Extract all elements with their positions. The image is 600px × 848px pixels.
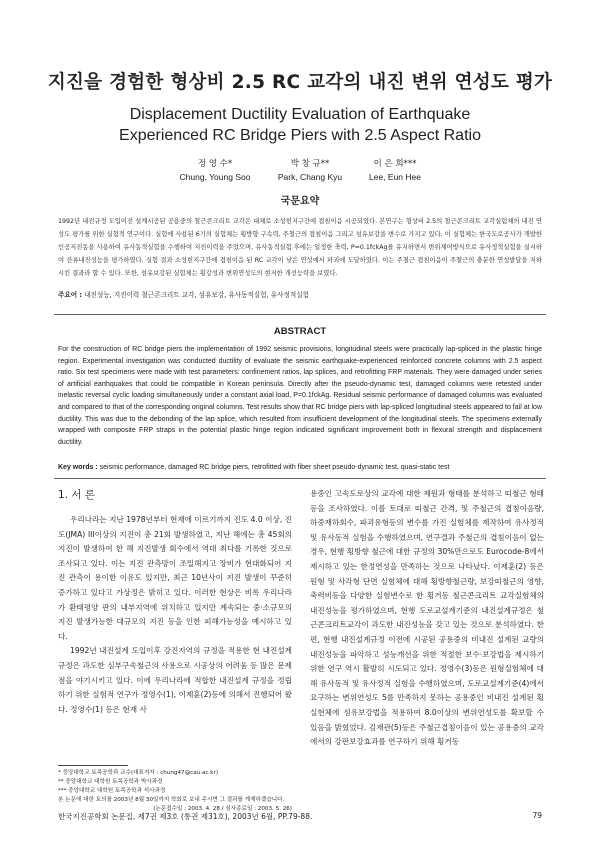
- english-keywords-list: seismic performance, damaged RC bridge piers, retrofitted with fiber sheet pseudo-dynamic test, quasi-static test: [99, 464, 450, 471]
- footnote-1: * 중앙대학교 토목공학과 교수(대표저자 : chung47@cau.ac.kr): [58, 770, 219, 776]
- section-1-paragraph-1: 우리나라는 지난 1978년부터 현재에 이르기까지 진도 4.0 이상, 진도(JMA) III이상의 지진이 총 21회 발생하였고, 지난 해에는 총 45회의 지진이 발생하여 한 해 지진발생 회수에서 역대 최다를 기록한 것으로 조사되고 있다. 이는 지진 관측망이 조밀해지고 장비가 현대화되어 지진 관측이 용이한 이유도 있지만, 최근 10년사이 지진 발생이 꾸준히 증가하고 있다고 가상정은 밝히고 있다. 이러한 현상은 비록 우리나라가 환태평양 판의 내부지역에 위치하고 있지만 계속되는 중·소규모의 지진 발생가능한 대규모의 지진 등을 인한 피해가능성을 예시하고 있다.: [58, 515, 292, 641]
- paper-title-korean: 지진을 경험한 형상비 2.5 RC 교각의 내진 변위 연성도 평가: [47, 72, 553, 93]
- english-keywords-label: Key words :: [58, 464, 98, 471]
- divider-bottom: [54, 478, 546, 479]
- author-3-korean-name: 이 은 희***: [373, 159, 417, 169]
- footnote-rule: [58, 765, 128, 766]
- korean-keywords-list: 내진성능, 지진이력 철근콘크리트 교각, 섬유보강, 유사동적실험, 유사정적실험: [84, 291, 309, 299]
- author-3: [350, 157, 440, 182]
- author-1-english-name: Chung, Young Soo: [179, 172, 251, 182]
- section-1-left-column: [58, 513, 292, 717]
- section-1-heading: 1. 서 론: [58, 489, 95, 501]
- footnote-4: 본 논문에 대한 토의를 2003년 8월 30일까지 학회로 보내 주시면 그 결과를 게재하겠습니다.: [58, 797, 285, 803]
- english-abstract-text: For the construction of RC bridge piers the implementation of 1992 seismic provisions, longitudinal steels were practically lap-spliced in the plastic hinge region. Experimental investigation was conducted ductility of evaluate the seismic earthquake-experienced reinforced concrete columns with 2.5 aspect ratio. Six test specimens were made with test parameters: confinement ratios, lap splices, and retrofitting FRP materials. They were damaged under series of artificial earthquakes that could be compatible in Korean peninsula. Directly after the pseudo-dynamic test, damaged columns were retested under inelastic reversal cyclic loading simultaneously under a constant axial load, P=0.1fckAg. Residual seismic performance of damaged columns was evaluated and compared to that of the corresponding original columns. Test results show that RC bridge piers with lap-spliced longitudinal steels appeared to fail at low ductility. This was due to the debonding of the lap splice, which resulted from insufficient development of the longitudinal steels. The specimens externally wrapped with composite FRP straps in the potential plastic hinge region indicated significant improvement both in flexural strength and displacement ductility.: [58, 346, 542, 446]
- korean-keywords-label: 주요어 :: [58, 291, 83, 299]
- section-1-right-column: 용중인 고속도로상의 교각에 대한 제원과 형태를 분석하고 띠철근 형태등을 조사하였다. 이를 토대로 띠철근 간격, 및 주철근의 겹침이음량, 하중재하회수, 파괴유형등의 변수를 가진 실험체를 제작하여 유사정적 및 유사동적 실험을 수행하였으며, 연구결과 주철근의 겹침이음이 없는 경우, 현행 횡방향 철근에 대한 규정의 30%만으로도 Eurocode-8에서 제시하고 있는 한정연성을 만족하는 것으로 나타났다. 이제훈(2) 등은 원형 및 사각형 단면 실험체에 대해 횡방향철근량, 보강띠철근의 영향, 축력비등을 다양한 실험변수로 한 횡거동 철근콘크리트 교각실험체의 내진성능을 평가하였으며, 현행 도로교설계기준의 내진설계규정은 철근콘크리트교각이 과도한 내진성능을 갖고 있는 것으로 분석하였다. 한편, 현행 내진설계규정 이전에 시공된 공용중의 비내진 설계된 교량의 내진성능을 파악하고 성능개선을 위한 적절한 보수·보강법을 제시하기 위한 연구 역시 활발히 시도되고 있다. 정영수(3)등은 원형실험체에 대해 유사동적 및 유사정적 실험을 수행하였으며, 도로교설계기준(4)에서 요구하는 변위연성도 5를 만족하지 못하는 공용중인 비내진 설계된 횡실현체에 섬유보강법을 적용하여 8.0이상의 변위연성도를 확보할 수 있음을 밝혔었다. 김재관(5)등은 주철근겹침이음이 있는 공용중의 교각에서의 강판보강효과를 연구하기 위해 횡거동: [310, 489, 544, 747]
- korean-keywords: [58, 289, 542, 302]
- footnotes: [58, 769, 292, 814]
- section-1-paragraph-2: 1992년 내진설계 도입이후 강진지역의 규정을 적용한 현 내진설계 규정은 과도한 심부구속철근의 사용으로 시공상의 어려움 등 많은 문제점을 야기시키고 있다. 이에 우리나라에 적합한 내진설계 규정을 정립하기 위한 실험적 연구가 정영수(1), 이제훈(2)등에 의해서 진행되어 왔다. 정영수(1) 등은 현재 사: [58, 646, 292, 714]
- author-2: [265, 157, 355, 182]
- author-2-korean-name: 박 창 규**: [290, 159, 330, 169]
- footnote-2: ** 중앙대학교 대학원 토목공학과 박사과정: [58, 779, 163, 785]
- english-abstract-heading: ABSTRACT: [273, 326, 327, 337]
- paper-title-english-line2: Experienced RC Bridge Piers with 2.5 Aspect Ratio: [119, 127, 481, 144]
- footer-journal: 한국지진공학회 논문집, 제7권 제3호 (통권 제31호), 2003년 6월, PP.79-88.: [58, 812, 313, 821]
- english-keywords: [58, 462, 542, 474]
- korean-abstract-heading: 국문요약: [280, 196, 320, 207]
- korean-abstract-text: 1992년 내진규정 도입이전 설계시공된 공용중의 철근콘크리트 교각은 대체로 소성힌지구간에 겹침이음 시공되었다. 본연구는 형상비 2.5의 철근콘크리트 교각실험체의 내진 연성도 평가를 위한 실험적 연구이다. 실험에 사용된 6기의 실험체는 횡방향 구속력, 주철근의 겹침이음 그리고 섬유보강을 변수로 가지고 있다. 이 실험체는 한국도로공사가 개발한 인공지진동을 사용하여 유사동적실험을 수행하여 지진이력을 주었으며, 유사동적실험 후에는 일정한 축력, P=0.1fckAg를 유지하면서 변위제어방식으로 유사정적실험을 실시하여 잔류내진성능을 평가하였다. 실험 결과 소성힌지구간에 겹침이음 된 RC 교각이 낮은 연성에서 파괴에 도달하였다. 이는 주철근 겹침이음이 주철근의 충분한 연성발달을 저하시킨 결과라 할 수 있다. 또한, 섬유보강된 실험체는 횡강성과 변위연성도의 현저한 개선능력을 보였다.: [58, 218, 542, 277]
- divider-top: [54, 314, 546, 315]
- footnote-5: (논문접수일 : 2003. 4. 28 / 심사종료일 : 2003. 5. 26): [153, 806, 292, 812]
- author-1: [170, 157, 260, 182]
- author-1-korean-name: 정 영 수*: [197, 159, 233, 169]
- paper-title-english-line1: Displacement Ductility Evaluation of Earthquake: [129, 106, 471, 123]
- author-3-english-name: Lee, Eun Hee: [369, 172, 421, 182]
- author-2-english-name: Park, Chang Kyu: [277, 172, 343, 182]
- footer-page-number: 79: [532, 811, 542, 820]
- footnote-3: *** 중앙대학교 대학원 토목공학과 석사과정: [58, 788, 166, 794]
